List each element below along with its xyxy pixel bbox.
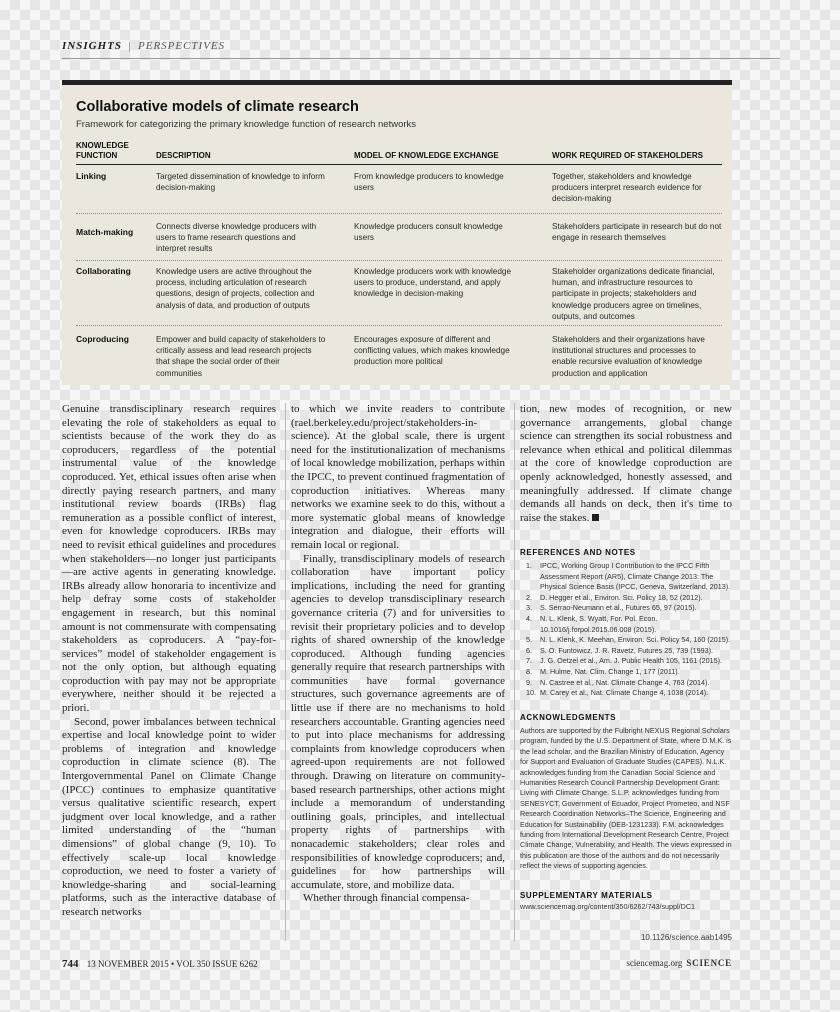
framework-table	[62, 80, 732, 385]
acknowledgments-text: Authors are supported by the Fulbright NEXUS Regional Scholars program, funded by the U.S. Department of State, where D.M.K. is the lead scholar, and the Brazilian Ministry of Education, Agency for Support and Evaluation of Graduate Studies (CAPES). N.L.K. acknowledges funding from the Canadian Social Science and Humanities Research Council Partnership Development Grant: Living with Climate Change. S.L.P. acknowledges funding from SENESYCT, Government of Ecuador, Project Prometeo, and NSF Research Coordination Networks–The Science, Engineering and Education for Sustainability (DEB-1231233). F.M. acknowledges funding from International Development Research Centre, Project Climate Change, Vulnerability, and Health. The views expressed in this publication are those of the authors and do not necessarily reflect the views of supporting agencies.	[520, 726, 732, 871]
page-number: 744	[62, 958, 79, 970]
row-linking-model: From knowledge producers to knowledge users	[354, 172, 504, 193]
row-divider	[76, 213, 722, 214]
section-name: INSIGHTS	[62, 40, 122, 52]
body-column-2	[291, 403, 505, 906]
table-subtitle: Framework for categorizing the primary knowledge function of research networks	[76, 119, 417, 130]
reference-item: 7. J. G. Oetzel et al., Am. J. Public Health 105, 1161 (2015).	[526, 656, 723, 666]
row-collaborating-model: Knowledge producers work with knowledge users to produce, understand, and apply knowledge in decision-making	[354, 267, 512, 299]
journal-site: sciencemag.org	[626, 958, 683, 968]
row-matchmaking-work: Stakeholders participate in research but do not engage in research themselves	[552, 222, 722, 243]
reference-item: 10. M. Carey et al., Nat. Climate Change 4, 1038 (2014).	[526, 688, 709, 698]
reference-item: 6. S. O. Funtowicz, J. R. Ravetz, Futures 25, 739 (1993).	[526, 645, 713, 655]
row-collaborating-description: Knowledge users are active throughout the process, including articulation of research questions, design of projects, collection and analysis of data, and production of outputs	[156, 267, 315, 310]
subsection-name: PERSPECTIVES	[138, 40, 226, 52]
row-collaborating-work: Stakeholder organizations dedicate financial, human, and infrastructure resources to participate in projects; stakeholders and knowledge producers agree on timelines, outputs, and outcomes	[552, 267, 715, 321]
column-divider	[514, 403, 515, 941]
body-column-1	[62, 403, 276, 920]
end-of-article-mark	[592, 514, 599, 521]
body-paragraph: Genuine transdisciplinary research requires elevating the role of stakeholders as equal to scientists because of the work they do as coproducers, regardless of the potential instrumental value of the knowledge coproduced. Yet, ethical issues often arise when directly paying research partners, and many institutional review boards (IRBs) flag remuneration as a possible conflict of interest, even for knowledge coproducers. IRBs may need to revisit ethical guidelines and procedures when stakeholders—no longer just participants—are active agents in generating knowledge. IRBs already allow honoraria to incentivize and help defray some costs of stakeholder engagement in research, but this nominal amount is not commensurate with compensating stakeholders as coproducers. A “pay-for-services” model of stakeholder engagement is not the only option, but although equating coproduction with pay may not be appropriate everywhere, neither should it be rejected a priori.	[62, 403, 276, 715]
row-linking-work: Together, stakeholders and knowledge producers interpret research evidence for decision-making	[552, 172, 702, 204]
body-paragraph: Finally, transdisciplinary models of research collaboration have important policy implications, including the need for granting agencies to develop transdisciplinary research governance criteria (7) and for universities to revisit their proprietary policies and to develop rights of shared ownership of the knowledge coproduced. Although funding agencies generally require that research partnerships with communities have formal governance structures, such governance agreements are of little use if there are no mechanisms to hold researchers accountable. Granting agencies need to put into place mechanisms for addressing complaints from knowledge coproducers when agreed-upon requirements are not followed through. Drawing on literature on community-based research partnerships, other actions might include a memorandum of understanding outlining goals, principles, and intellectual property rights of partnerships with nonacademic stakeholders; clear roles and responsibilities of knowledge coproducers; and, guidelines for how partnerships will accumulate, store, and mobilize data.	[291, 552, 505, 891]
header-work: WORK REQUIRED OF STAKEHOLDERS	[552, 151, 703, 160]
reference-item: 9. N. Castree et al., Nat. Climate Change 4, 763 (2014).	[526, 677, 710, 687]
body-paragraph: to which we invite readers to contribute (rael.berkeley.edu/project/stakeholders-in-science). At the global scale, there is urgent need for the institutionalization of mechanisms of local knowledge mobilization, perhaps within the IPCC, to prevent continued fragmentation of coproduction initiatives. Whereas many networks we examine seek to do this, without a more systematic global means of knowledge integration and dialogue, their efforts will remain local or regional.	[291, 403, 505, 551]
body-paragraph: tion, new modes of recognition, or new governance arrangements, global change science can strengthen its social robustness and relevance when ethical and political dilemmas at the core of knowledge coproduction are openly acknowledged, honestly assessed, and meaningfully addressed. If climate change demands all hands on deck, then it's time to raise the stakes.	[520, 403, 732, 524]
row-coproducing-work: Stakeholders and their organizations have institutional structures and processes to enable recursive evaluation of knowledge production and application	[552, 335, 705, 378]
row-coproducing-function: Coproducing	[76, 334, 129, 344]
row-matchmaking-description: Connects diverse knowledge producers with users to frame research questions and interpret results	[156, 222, 317, 254]
reference-item: 8. M. Hulme, Nat. Clim. Change 1, 177 (2011).	[526, 666, 680, 676]
header-knowledge-function: KNOWLEDGE FUNCTION	[76, 141, 129, 160]
acknowledgments-heading: ACKNOWLEDGMENTS	[520, 713, 617, 722]
supplementary-url[interactable]: www.sciencemag.org/content/350/6262/743/suppl/DC1	[520, 902, 696, 911]
column-divider	[285, 403, 286, 941]
reference-item: 1. IPCC, Working Group I Contribution to the IPCC Fifth Assessment Report (AR5), Climate Change 2013: The Physical Science Basis (IPCC, Geneva, Switzerland, 2013).	[526, 561, 731, 592]
row-collaborating-function: Collaborating	[76, 266, 131, 276]
row-matchmaking-function: Match-making	[76, 227, 134, 237]
supplementary-heading: SUPPLEMENTARY MATERIALS	[520, 891, 653, 900]
references-heading: REFERENCES AND NOTES	[520, 548, 636, 557]
reference-item: 5. N. L. Klenk, K. Meehan, Environ. Sci. Policy 54, 160 (2015).	[526, 635, 731, 645]
section-separator: |	[127, 40, 132, 52]
references-list	[520, 561, 732, 699]
section-label	[62, 40, 225, 52]
reference-item: 2. D. Hegger et al., Environ. Sci. Policy 18, 52 (2012).	[526, 592, 703, 602]
journal-name: SCIENCE	[686, 958, 732, 968]
body-paragraph: Second, power imbalances between technical expertise and local knowledge point to wider problems of integration and knowledge coproduction in climate science (8). The Intergovernmental Panel on Climate Change (IPCC) continues to emphasize quantitative versus qualitative scientific research, expert judgment over local knowledge, and a rather limited understanding of the “human dimensions” of global change (9, 10). To effectively scale-up local knowledge coproduction, we need to foster a variety of knowledge-sharing and social-learning platforms, such as the interactive database of research networks	[62, 715, 276, 918]
row-matchmaking-model: Knowledge producers consult knowledge users	[354, 222, 503, 243]
table-title: Collaborative models of climate research	[76, 99, 359, 115]
body-paragraph-ending	[520, 403, 732, 525]
body-column-3	[520, 403, 732, 942]
body-paragraph: Whether through financial compensa-	[303, 892, 470, 905]
row-coproducing-description: Empower and build capacity of stakeholders to critically assess and lead research projects that shape the social order of their communities	[156, 335, 326, 378]
doi-text: 10.1126/science.aab1495	[640, 933, 732, 942]
issue-info: 13 NOVEMBER 2015 • VOL 350 ISSUE 6262	[86, 959, 258, 969]
row-divider	[76, 325, 722, 326]
reference-item: 4. N. L. Klenk, S. Wyatt, For. Pol. Econ. 10.1016/j.forpol.2015.06.008 (2015).	[526, 613, 658, 634]
page-footer	[62, 958, 258, 970]
reference-item: 3. S. Serrao-Neumann et al., Futures 65, 97 (2015).	[526, 603, 697, 613]
header-model: MODEL OF KNOWLEDGE EXCHANGE	[354, 151, 499, 160]
journal-footer	[626, 958, 732, 968]
header-rule-line	[76, 164, 722, 165]
header-description: DESCRIPTION	[156, 151, 211, 160]
row-divider	[76, 260, 722, 261]
row-coproducing-model: Encourages exposure of different and conflicting values, which makes knowledge production more political	[354, 335, 510, 367]
header-rule	[62, 58, 780, 59]
row-linking-function: Linking	[76, 171, 107, 181]
row-linking-description: Targeted dissemination of knowledge to inform decision-making	[156, 172, 325, 193]
